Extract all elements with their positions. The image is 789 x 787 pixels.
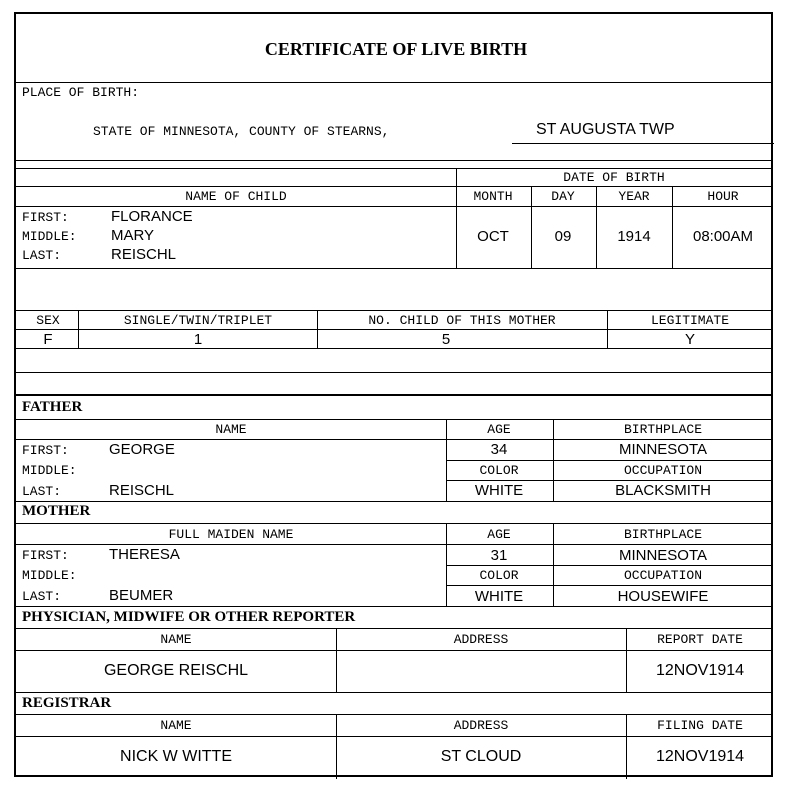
child-number-header: NO. CHILD OF THIS MOTHER: [368, 313, 556, 328]
place-of-birth-label: PLACE OF BIRTH:: [22, 85, 140, 100]
mother-age-header: AGE: [487, 527, 511, 542]
mother-occupation-header: OCCUPATION: [623, 568, 703, 583]
township-underline: [512, 143, 774, 144]
divider: [16, 544, 771, 545]
divider: [16, 523, 771, 524]
child-first-name: FLORANCE: [111, 208, 193, 225]
divider: [16, 501, 771, 502]
divider: [336, 714, 337, 779]
mother-first-label: FIRST:: [22, 548, 69, 563]
father-first-name: GEORGE: [109, 441, 175, 458]
divider: [672, 186, 673, 268]
divider: [16, 419, 771, 420]
state-county-text: STATE OF MINNESOTA, COUNTY OF STEARNS,: [93, 124, 390, 139]
divider: [16, 206, 771, 207]
father-section-title: FATHER: [22, 399, 83, 415]
birth-certificate: [14, 12, 773, 777]
father-color-header: COLOR: [479, 463, 519, 478]
father-age: 34: [490, 441, 508, 458]
divider: [16, 168, 771, 169]
mother-name-header: FULL MAIDEN NAME: [168, 527, 294, 542]
mother-color-header: COLOR: [479, 568, 519, 583]
divider: [16, 439, 771, 440]
divider: [607, 310, 608, 348]
father-color: WHITE: [474, 482, 524, 499]
divider: [16, 736, 771, 737]
child-first-label: FIRST:: [22, 210, 69, 225]
father-birthplace: MINNESOTA: [618, 441, 708, 458]
father-last-label: LAST:: [22, 484, 62, 499]
report-date-header: REPORT DATE: [657, 632, 743, 647]
hour-header: HOUR: [707, 189, 739, 204]
year-header: YEAR: [618, 189, 650, 204]
divider: [317, 310, 318, 348]
divider: [446, 523, 447, 606]
divider: [16, 160, 771, 161]
dob-header-divider: [456, 186, 773, 187]
registrar-address-header: ADDRESS: [453, 718, 509, 733]
father-middle-label: MIDDLE:: [22, 463, 77, 478]
township-value: ST AUGUSTA TWP: [536, 121, 675, 138]
divider: [553, 419, 554, 501]
divider: [446, 565, 773, 566]
divider: [16, 329, 771, 330]
mother-last-name: BEUMER: [109, 587, 174, 604]
filing-date: 12NOV1914: [655, 748, 745, 765]
plurality-header: SINGLE/TWIN/TRIPLET: [123, 313, 273, 328]
mother-color: WHITE: [474, 588, 524, 605]
divider: [16, 348, 771, 349]
divider: [446, 585, 773, 586]
child-middle-label: MIDDLE:: [22, 229, 77, 244]
divider: [626, 714, 627, 779]
father-occupation-header: OCCUPATION: [623, 463, 703, 478]
section-divider: [16, 394, 771, 396]
legitimate-header: LEGITIMATE: [650, 313, 730, 328]
divider: [16, 606, 771, 607]
divider: [626, 628, 627, 692]
mother-middle-label: MIDDLE:: [22, 568, 77, 583]
physician-section-title: PHYSICIAN, MIDWIFE OR OTHER REPORTER: [22, 609, 356, 625]
report-date: 12NOV1914: [655, 662, 745, 679]
month-header: MONTH: [473, 189, 513, 204]
registrar-name: NICK W WITTE: [120, 748, 232, 765]
divider: [16, 714, 771, 715]
divider: [16, 268, 771, 269]
registrar-address: ST CLOUD: [440, 748, 522, 765]
mother-age: 31: [490, 547, 508, 564]
mother-last-label: LAST:: [22, 589, 62, 604]
birth-month: OCT: [477, 228, 509, 245]
divider: [446, 480, 773, 481]
sex-value: F: [43, 331, 53, 348]
mother-occupation: HOUSEWIFE: [617, 588, 709, 605]
father-occupation: BLACKSMITH: [615, 482, 711, 499]
registrar-section-title: REGISTRAR: [22, 695, 112, 711]
legitimate-value: Y: [684, 331, 696, 348]
sex-header: SEX: [36, 313, 60, 328]
mother-first-name: THERESA: [109, 546, 180, 563]
physician-name-header: NAME: [160, 632, 192, 647]
mother-birthplace: MINNESOTA: [618, 547, 708, 564]
divider: [78, 310, 79, 348]
divider: [16, 310, 771, 311]
birth-hour: 08:00AM: [692, 228, 754, 245]
registrar-name-header: NAME: [160, 718, 192, 733]
divider: [16, 372, 771, 373]
divider: [456, 168, 457, 268]
divider: [531, 186, 532, 268]
birth-day: 09: [554, 228, 572, 245]
filing-date-header: FILING DATE: [657, 718, 743, 733]
divider: [446, 419, 447, 501]
divider: [16, 628, 771, 629]
birth-year: 1914: [617, 228, 651, 245]
mother-section-title: MOTHER: [22, 503, 91, 519]
plurality-value: 1: [193, 331, 203, 348]
divider: [16, 82, 771, 83]
father-first-label: FIRST:: [22, 443, 69, 458]
divider: [553, 523, 554, 606]
certificate-title: CERTIFICATE OF LIVE BIRTH: [264, 39, 528, 59]
child-middle-name: MARY: [111, 227, 155, 244]
physician-address-header: ADDRESS: [453, 632, 509, 647]
divider: [446, 460, 773, 461]
child-last-label: LAST:: [22, 248, 62, 263]
father-birthplace-header: BIRTHPLACE: [623, 422, 703, 437]
divider: [336, 628, 337, 692]
divider: [596, 186, 597, 268]
day-header: DAY: [551, 189, 575, 204]
father-age-header: AGE: [487, 422, 511, 437]
father-name-header: NAME: [215, 422, 247, 437]
name-of-child-header: NAME OF CHILD: [185, 189, 287, 204]
divider: [16, 692, 771, 693]
father-last-name: REISCHL: [109, 482, 175, 499]
child-last-name: REISCHL: [111, 246, 177, 263]
child-number-value: 5: [441, 331, 451, 348]
date-of-birth-header: DATE OF BIRTH: [563, 170, 665, 185]
physician-name: GEORGE REISCHL: [103, 662, 249, 679]
mother-birthplace-header: BIRTHPLACE: [623, 527, 703, 542]
divider: [16, 650, 771, 651]
